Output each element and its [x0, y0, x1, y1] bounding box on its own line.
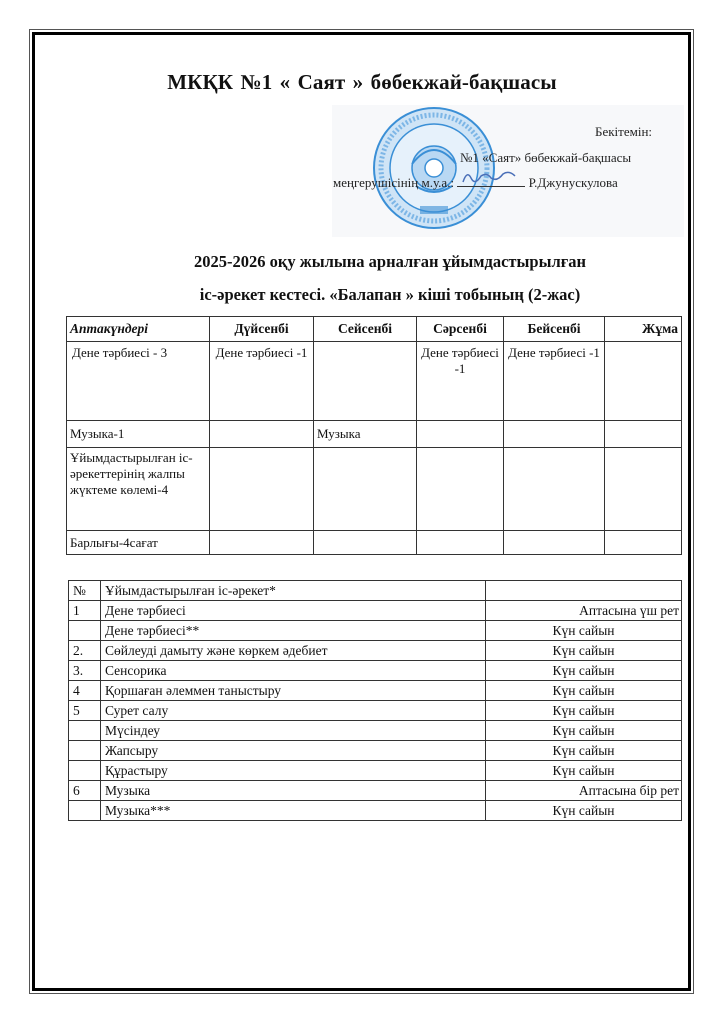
activity-name: Сурет салу — [101, 701, 486, 721]
table-row — [69, 781, 682, 801]
activity-name: Дене тәрбиесі** — [101, 621, 486, 641]
subtitle-line-1: 2025-2026 оқу жылына арналған ұйымдастырылған — [194, 252, 586, 271]
activity-name: Сенсорика — [101, 661, 486, 681]
activity-frequency: Күн сайын — [486, 701, 682, 721]
table-cell: Дене тәрбиесі -1 — [417, 342, 504, 421]
table-cell — [417, 421, 504, 448]
table-row — [69, 681, 682, 701]
table-row — [69, 641, 682, 661]
table-header-row — [67, 317, 682, 342]
row-number: 2. — [69, 641, 101, 661]
table-cell — [314, 342, 417, 421]
table-cell — [314, 448, 417, 531]
table-row — [67, 531, 682, 555]
table-row — [67, 421, 682, 448]
signature-icon — [457, 168, 523, 186]
table-row — [69, 661, 682, 681]
table-cell — [605, 531, 682, 555]
table-row — [67, 448, 682, 531]
table-cell — [210, 448, 314, 531]
table-cell: Дене тәрбиесі - 3 — [67, 342, 210, 421]
table-cell: Барлығы-4сағат — [67, 531, 210, 555]
row-number: 1 — [69, 601, 101, 621]
table-row — [69, 721, 682, 741]
row-number — [69, 801, 101, 821]
table-row — [69, 621, 682, 641]
row-number — [69, 621, 101, 641]
approval-position: меңгерушісінің м.у.а.: — [333, 175, 455, 190]
approval-line-3 — [333, 174, 618, 191]
activity-name: Дене тәрбиесі — [101, 601, 486, 621]
table-cell — [417, 448, 504, 531]
activity-frequency: Күн сайын — [486, 741, 682, 761]
row-number: 3. — [69, 661, 101, 681]
header-number: № — [69, 581, 101, 601]
table-cell — [504, 421, 605, 448]
activity-name: Музыка — [101, 781, 486, 801]
table-header-row — [69, 581, 682, 601]
activity-frequency: Күн сайын — [486, 801, 682, 821]
activity-name: Сөйлеуді дамыту және көркем әдебиет — [101, 641, 486, 661]
activity-name: Жапсыру — [101, 741, 486, 761]
weekly-schedule-table — [66, 316, 682, 555]
table-cell — [504, 448, 605, 531]
approval-line-2: №1 «Саят» бөбекжай-бақшасы — [460, 150, 632, 165]
row-number: 6 — [69, 781, 101, 801]
row-number — [69, 761, 101, 781]
document-title: МКҚК №1 « Саят » бөбекжай-бақшасы — [167, 70, 557, 94]
table-cell: Дене тәрбиесі -1 — [504, 342, 605, 421]
activity-frequency: Күн сайын — [486, 721, 682, 741]
approval-line-1: Бекітемін: — [595, 124, 653, 139]
table-cell: Музыка-1 — [67, 421, 210, 448]
row-number — [69, 741, 101, 761]
header-wednesday: Сәрсенбі — [417, 317, 504, 342]
approver-name: Р.Джунускулова — [528, 175, 618, 190]
table-cell: Дене тәрбиесі -1 — [210, 342, 314, 421]
header-activity: Ұйымдастырылған іс-әрекет* — [101, 581, 486, 601]
header-tuesday: Сейсенбі — [314, 317, 417, 342]
signature-line — [457, 174, 525, 187]
table-cell — [504, 531, 605, 555]
activity-frequency: Күн сайын — [486, 761, 682, 781]
activity-frequency: Күн сайын — [486, 641, 682, 661]
table-row — [69, 601, 682, 621]
activity-frequency: Күн сайын — [486, 681, 682, 701]
activity-frequency: Күн сайын — [486, 661, 682, 681]
table-cell — [605, 421, 682, 448]
activity-name: Қоршаған әлеммен таныстыру — [101, 681, 486, 701]
row-number: 4 — [69, 681, 101, 701]
header-weekdays: Аптакүндері — [67, 317, 210, 342]
table-cell — [605, 448, 682, 531]
table-cell: Музыка — [314, 421, 417, 448]
table-row — [69, 741, 682, 761]
activities-table — [68, 580, 682, 821]
activity-frequency: Күн сайын — [486, 621, 682, 641]
table-cell — [417, 531, 504, 555]
table-cell: Ұйымдастырылған іс-әрекеттерінің жалпы жүктеме көлемі-4 — [67, 448, 210, 531]
table-row — [69, 761, 682, 781]
activity-name: Мүсіндеу — [101, 721, 486, 741]
table-row — [69, 801, 682, 821]
table-row — [69, 701, 682, 721]
subtitle-line-2: іс-әрекет кестесі. «Балапан » кіші тобының (2-жас) — [199, 285, 581, 304]
header-thursday: Бейсенбі — [504, 317, 605, 342]
table-cell — [314, 531, 417, 555]
header-friday: Жұма — [605, 317, 682, 342]
row-number — [69, 721, 101, 741]
activity-name: Музыка*** — [101, 801, 486, 821]
table-cell — [605, 342, 682, 421]
table-cell — [210, 531, 314, 555]
row-number: 5 — [69, 701, 101, 721]
table-row — [67, 342, 682, 421]
activity-frequency: Аптасына бір рет — [486, 781, 682, 801]
table-cell — [210, 421, 314, 448]
header-monday: Дүйсенбі — [210, 317, 314, 342]
activity-name: Құрастыру — [101, 761, 486, 781]
header-frequency — [486, 581, 682, 601]
activity-frequency: Аптасына үш рет — [486, 601, 682, 621]
